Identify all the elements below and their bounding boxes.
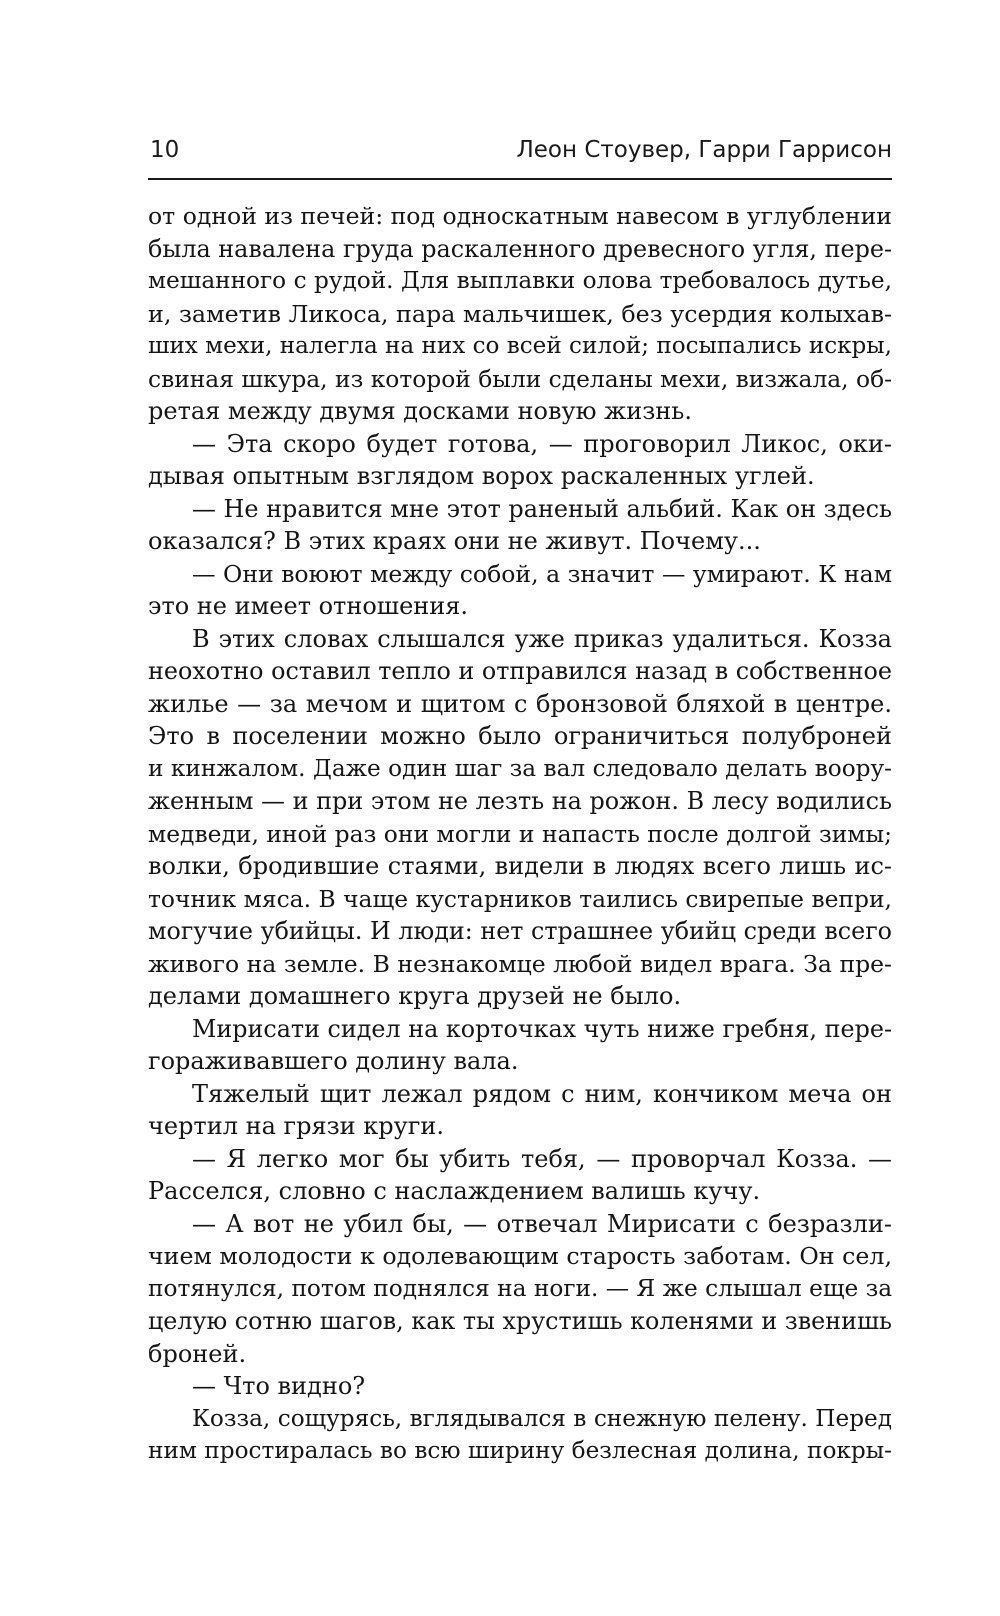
text-line: гораживавшего долину вала. — [148, 1047, 519, 1075]
text-line: жилье — за мечом и щитом с бронзовой бляхой в центре. — [148, 689, 892, 718]
text-line: броней. — [148, 1339, 247, 1368]
text-line: Тяжелый щит лежал рядом с ним, кончиком меча он — [192, 1079, 892, 1108]
text-line: от одной из печей: под односкатным навесом в углублении — [148, 202, 892, 230]
text-line: чием молодости к одолевающим старость заботам. Он сел, — [148, 1242, 892, 1270]
text-line: волки, бродившие стаями, видели в людях всего лишь ис- — [148, 852, 892, 880]
text-line: Мирисати сидел на корточках чуть ниже гребня, пере- — [192, 1014, 892, 1043]
text-line: женным — и при этом не лезть на рожон. В лесу водились — [148, 787, 892, 815]
text-line: медведи, иной раз они могли и напасть после долгой зимы; — [148, 819, 892, 848]
text-line: и, заметив Ликоса, пара мальчишек, без усердия колыхав- — [148, 299, 892, 328]
text-line: чертил на грязи круги. — [148, 1112, 444, 1140]
text-line: могучие убийцы. И люди: нет страшнее убийц среди всего — [148, 917, 892, 945]
text-line: это не имеет отношения. — [148, 592, 469, 620]
text-line: делами домашнего круга друзей не было. — [148, 982, 682, 1010]
body-text — [148, 200, 892, 1468]
running-header — [148, 136, 892, 176]
text-line: — А вот не убил бы, — отвечал Мирисати с безразли- — [192, 1209, 892, 1238]
text-line: В этих словах слышался уже приказ удалиться. Козза — [192, 624, 892, 653]
text-line: свиная шкура, из которой были сделаны мехи, визжала, об- — [148, 364, 892, 393]
text-line: — Они воюют между собой, а значит — умирают. К нам — [192, 559, 892, 588]
text-line: дывая опытным взглядом ворох раскаленных углей. — [148, 462, 815, 490]
header-rule — [148, 178, 892, 180]
text-line: Козза, сощурясь, вглядывался в снежную пелену. Перед — [192, 1404, 892, 1432]
text-line: — Что видно? — [192, 1372, 366, 1400]
text-line: Расселся, словно с наслаждением валишь кучу. — [148, 1177, 761, 1205]
text-line: Это в поселении можно было ограничиться полуброней — [148, 722, 892, 750]
text-line: — Эта скоро будет готова, — проговорил Ликос, оки- — [192, 429, 892, 458]
text-line: ших мехи, налегла на них со всей силой; посыпались искры, — [148, 333, 892, 359]
page-number: 10 — [150, 137, 180, 163]
running-title: Леон Стоувер, Гарри Гаррисон — [516, 137, 892, 163]
text-line: целую сотню шагов, как ты хрустишь коленями и звенишь — [148, 1307, 892, 1335]
text-line: живого на земле. В незнакомце любой видел врага. За пре- — [148, 949, 892, 978]
text-line: — Не нравится мне этот раненый альбий. Как он здесь — [192, 494, 892, 523]
text-line: и кинжалом. Даже один шаг за вал следовало делать воору- — [148, 754, 892, 782]
text-line: точник мяса. В чаще кустарников таились свирепые вепри, — [148, 884, 892, 913]
text-line: неохотно оставил тепло и отправился назад в собственное — [148, 657, 892, 685]
text-line: была навалена груда раскаленного древесного угля, пере- — [148, 234, 892, 263]
text-line: потянулся, потом поднялся на ноги. — Я же слышал еще за — [148, 1274, 893, 1302]
text-line: — Я легко мог бы убить тебя, — проворчал Козза. — — [192, 1144, 892, 1173]
text-line: ним простиралась во всю ширину безлесная долина, покры- — [148, 1437, 892, 1464]
text-line: мешанного с рудой. Для выплавки олова требовалось дутье, — [148, 267, 892, 294]
text-line: оказался? В этих краях они не живут. Почему... — [148, 527, 761, 555]
text-line: ретая между двумя досками новую жизнь. — [148, 397, 692, 425]
